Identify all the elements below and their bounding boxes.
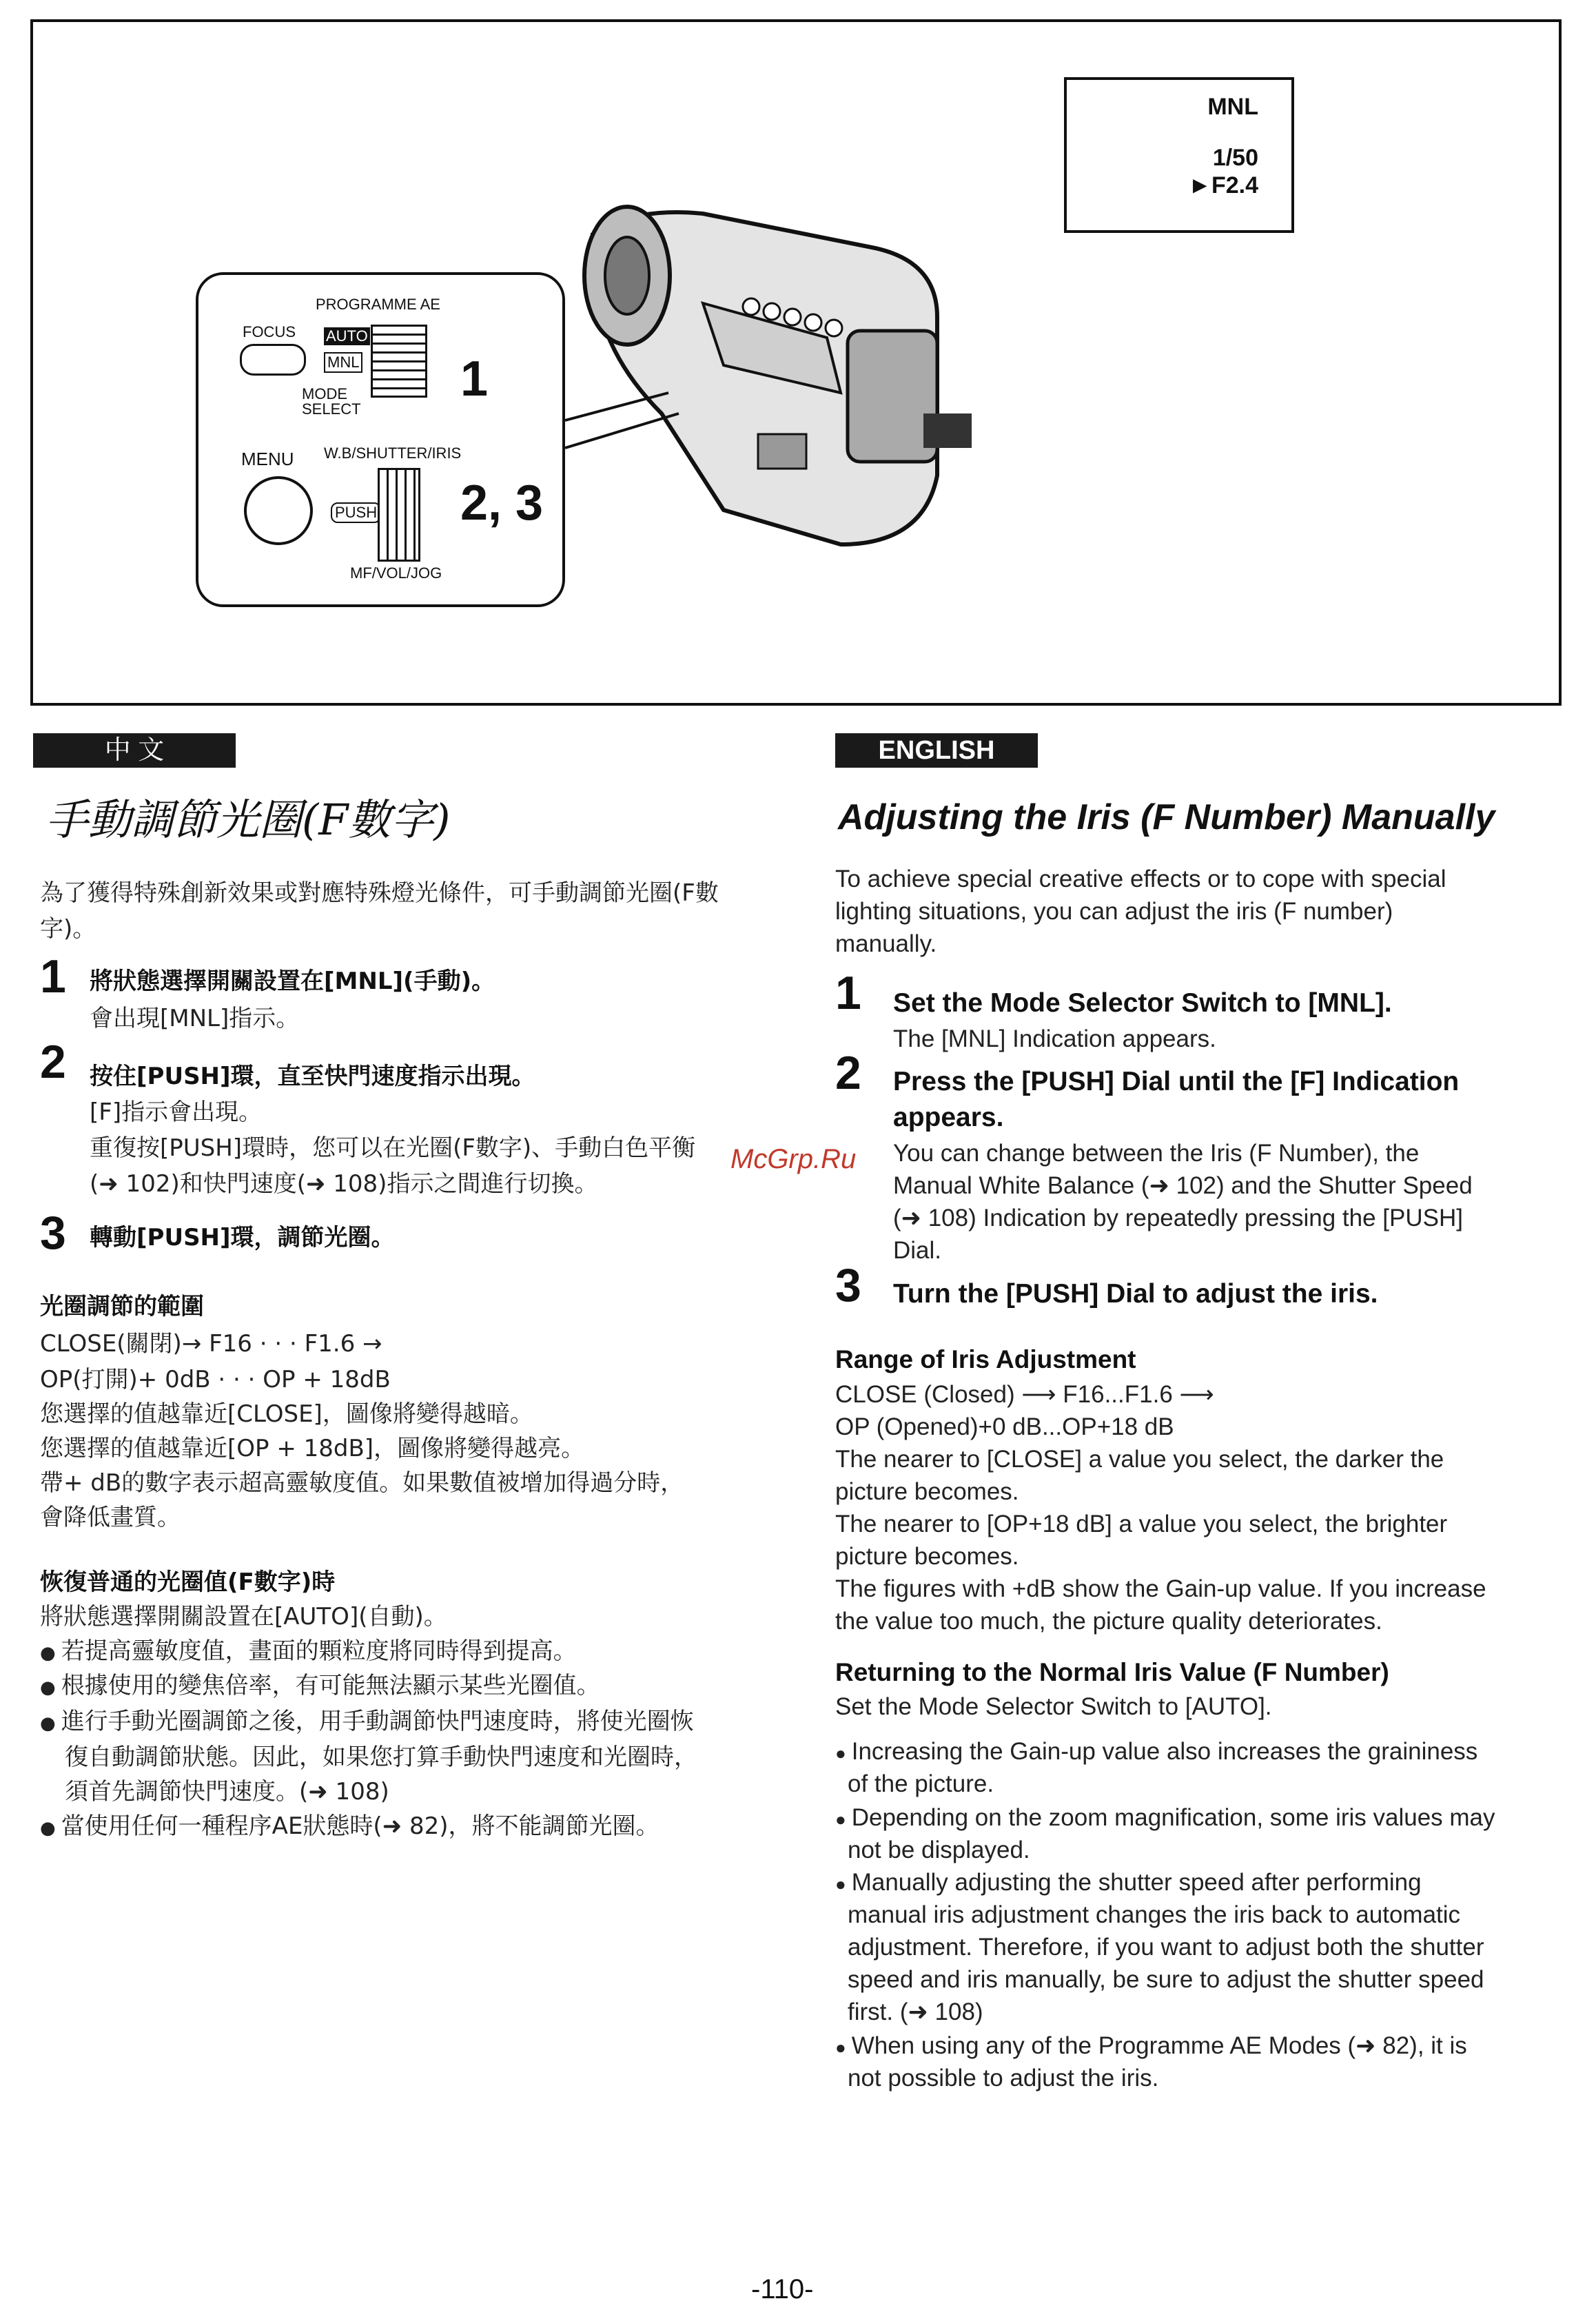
zh-range-line-3: 您選擇的值越靠近[CLOSE]，圖像將變得越暗。: [40, 1400, 533, 1428]
chinese-section-label: 中 文: [33, 733, 236, 768]
en-range-title: Range of Iris Adjustment: [835, 1345, 1136, 1373]
en-bullet-3: ● Manually adjusting the shutter speed after performing: [835, 1866, 1422, 1901]
en-bullet-1-line-2: of the picture.: [848, 1770, 994, 1797]
en-bullet-3-line-5: first. (➜ 108): [848, 1998, 983, 2025]
en-bullet-3-line-3: adjustment. Therefore, if you want to adjust both the shutter: [848, 1934, 1484, 1961]
focus-button[interactable]: [240, 344, 306, 376]
mode-label: MODE: [302, 385, 347, 402]
select-label: SELECT: [302, 400, 361, 418]
en-intro-line-1: To achieve special creative effects or to cope with special: [835, 866, 1446, 892]
zh-step-2-number: 2: [40, 1036, 66, 1088]
en-range-line-1: CLOSE (Closed) ⟶ F16...F1.6 ⟶: [835, 1381, 1214, 1408]
mnl-label: MNL: [324, 352, 362, 373]
push-label: PUSH: [331, 502, 381, 523]
zh-bullet-2: ● 根據使用的變焦倍率，有可能無法顯示某些光圈值。: [40, 1668, 600, 1706]
zh-step-2-body-3: (➜ 102)和快門速度(➜ 108)指示之間進行切換。: [90, 1170, 598, 1198]
zh-bullet-3: ● 進行手動光圈調節之後，用手動調節快門速度時，將使光圈恢: [40, 1704, 694, 1741]
en-range-line-6: picture becomes.: [835, 1543, 1019, 1570]
callout-step-1: 1: [460, 351, 489, 407]
zh-bullet-1: ● 若提高靈敏度值，畫面的顆粒度將同時得到提高。: [40, 1633, 577, 1671]
auto-label: AUTO: [324, 327, 370, 345]
en-step-2-title-1: Press the [PUSH] Dial until the [F] Indication: [893, 1067, 1460, 1096]
en-bullet-4: ● When using any of the Programme AE Modes (➜ 82), it is: [835, 2029, 1467, 2064]
zh-range-line-6: 會降低畫質。: [40, 1504, 181, 1531]
watermark: McGrp.Ru: [730, 1144, 857, 1174]
en-return-title: Returning to the Normal Iris Value (F Number): [835, 1658, 1389, 1686]
en-bullet-3-line-4: speed and iris manually, be sure to adjust the shutter speed: [848, 1966, 1484, 1993]
en-step-2-number: 2: [835, 1047, 861, 1099]
en-step-2-body-3: (➜ 108) Indication by repeatedly pressing the [PUSH]: [893, 1205, 1463, 1231]
zh-bullet-3-line-3: 須首先調節快門速度。(➜ 108): [65, 1778, 389, 1806]
zh-bullet-4: ● 當使用任何一種程序AE狀態時(➜ 82)，將不能調節光圈。: [40, 1808, 659, 1846]
en-title: Adjusting the Iris (F Number) Manually: [838, 797, 1495, 837]
lcd-shutter: 1/50: [1212, 145, 1258, 171]
en-bullet-1: ● Increasing the Gain-up value also increases the graininess: [835, 1735, 1477, 1770]
callout-step-2-3: 2, 3: [460, 476, 544, 531]
control-panel-callout: [196, 272, 565, 607]
en-range-line-5: The nearer to [OP+18 dB] a value you select, the brighter: [835, 1511, 1448, 1537]
focus-label: FOCUS: [243, 323, 296, 340]
en-step-2-title-2: appears.: [893, 1103, 1004, 1132]
en-bullet-2: ● Depending on the zoom magnification, some iris values may: [835, 1801, 1495, 1836]
en-step-3-number: 3: [835, 1259, 861, 1311]
camcorder-illustration: [551, 186, 1006, 572]
page-number: -110-: [751, 2274, 814, 2304]
push-dial[interactable]: [378, 468, 420, 562]
en-bullet-2-line-2: not be displayed.: [848, 1837, 1030, 1863]
zh-step-2-title: 按住[PUSH]環，直至快門速度指示出現。: [90, 1063, 535, 1090]
zh-step-1-body: 會出現[MNL]指示。: [90, 1005, 300, 1032]
zh-return-title: 恢復普通的光圈值(F數字)時: [40, 1568, 336, 1596]
zh-range-line-2: OP(打開)+ 0dB · · · OP + 18dB: [40, 1366, 391, 1393]
zh-return-line: 將狀態選擇開關設置在[AUTO](自動)。: [40, 1603, 447, 1630]
en-step-2-body-1: You can change between the Iris (F Number), the: [893, 1140, 1420, 1167]
english-section-label: ENGLISH: [835, 733, 1038, 768]
en-range-line-7: The figures with +dB show the Gain-up value. If you increase: [835, 1575, 1486, 1602]
lcd-mode: MNL: [1207, 94, 1258, 120]
en-step-1-number: 1: [835, 967, 861, 1019]
en-step-1-body: The [MNL] Indication appears.: [893, 1025, 1216, 1052]
en-range-line-4: picture becomes.: [835, 1478, 1019, 1505]
mf-vol-jog-label: MF/VOL/JOG: [350, 564, 442, 582]
en-return-line: Set the Mode Selector Switch to [AUTO].: [835, 1693, 1272, 1720]
lcd-fnumber: ►F2.4: [1188, 172, 1258, 198]
en-step-2-body-2: Manual White Balance (➜ 102) and the Shutter Speed: [893, 1172, 1473, 1199]
en-intro-line-3: manually.: [835, 930, 937, 957]
zh-range-line-5: 帶+ dB的數字表示超高靈敏度值。如果數值被增加得過分時，: [40, 1469, 684, 1497]
lcd-display: [1064, 77, 1294, 233]
zh-step-3-number: 3: [40, 1207, 66, 1259]
menu-button[interactable]: [244, 476, 313, 545]
mode-selector-switch[interactable]: [371, 325, 427, 398]
zh-step-1-number: 1: [40, 950, 66, 1003]
zh-step-1-title: 將狀態選擇開關設置在[MNL](手動)。: [90, 968, 495, 995]
en-step-1-title: Set the Mode Selector Switch to [MNL].: [893, 988, 1392, 1018]
zh-step-3-title: 轉動[PUSH]環，調節光圈。: [90, 1224, 395, 1251]
zh-bullet-3-line-2: 復自動調節狀態。因此，如果您打算手動快門速度和光圈時，: [65, 1744, 697, 1771]
programme-ae-label: PROGRAMME AE: [316, 296, 440, 313]
en-bullet-4-line-2: not possible to adjust the iris.: [848, 2065, 1159, 2092]
zh-range-line-1: CLOSE(關閉)→ F16 · · · F1.6 →: [40, 1330, 382, 1358]
en-step-2-body-4: Dial.: [893, 1237, 942, 1264]
zh-step-2-body-2: 重復按[PUSH]環時，您可以在光圈(F數字)、手動白色平衡: [90, 1134, 696, 1162]
menu-label: MENU: [241, 449, 294, 469]
en-range-line-3: The nearer to [CLOSE] a value you select, the darker the: [835, 1446, 1444, 1473]
en-range-line-2: OP (Opened)+0 dB...OP+18 dB: [835, 1413, 1174, 1440]
en-step-3-title: Turn the [PUSH] Dial to adjust the iris.: [893, 1279, 1378, 1309]
zh-intro: 為了獲得特殊創新效果或對應特殊燈光條件，可手動調節光圈(F數字)。: [40, 879, 719, 943]
en-range-line-8: the value too much, the picture quality deteriorates.: [835, 1608, 1382, 1635]
zh-title: 手動調節光圈(F數字): [45, 795, 451, 845]
zh-step-2-body-1: [F]指示會出現。: [90, 1098, 263, 1126]
en-intro-line-2: lighting situations, you can adjust the iris (F number): [835, 898, 1393, 925]
en-bullet-3-line-2: manual iris adjustment changes the iris back to automatic: [848, 1901, 1461, 1928]
zh-range-title: 光圈調節的範圍: [40, 1293, 204, 1320]
zh-range-line-4: 您選擇的值越靠近[OP + 18dB]，圖像將變得越亮。: [40, 1435, 585, 1462]
wb-shutter-iris-label: W.B/SHUTTER/IRIS: [324, 444, 462, 462]
